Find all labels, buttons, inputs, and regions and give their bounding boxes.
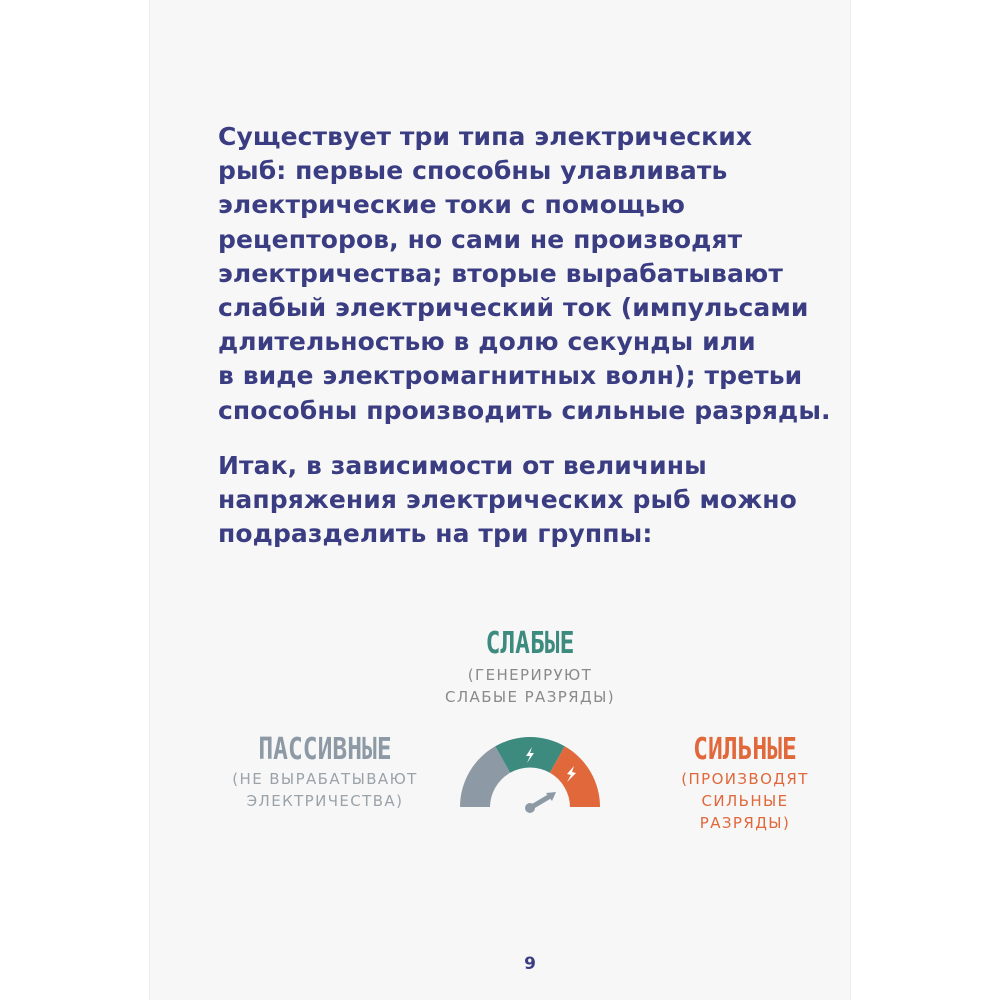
text-line: слабый электрический ток (импульсами	[218, 293, 809, 323]
weak-group-description	[420, 664, 640, 708]
strong-group-title: СИЛЬНЫЕ	[693, 732, 797, 767]
desc-line: РАЗРЯДЫ)	[699, 814, 791, 832]
strong-group-description	[655, 768, 835, 834]
text-line: длительностью в долю секунды или	[218, 327, 756, 357]
desc-line: ЭЛЕКТРИЧЕСТВА)	[246, 792, 404, 810]
text-line: Существует три типа электрических	[218, 122, 753, 151]
text-line: подразделить на три группы:	[218, 519, 653, 549]
text-line: рецепторов, но сами не производят	[218, 224, 743, 254]
desc-line: (ПРОИЗВОДЯТ	[681, 770, 809, 788]
groups-intro-paragraph	[218, 449, 858, 552]
passive-group-title: ПАССИВНЫЕ	[258, 732, 392, 767]
desc-line: СЛАБЫЕ РАЗРЯДЫ)	[445, 688, 615, 706]
text-line: способны производить сильные разряды.	[218, 395, 831, 425]
text-line: напряжения электрических рыб можно	[218, 485, 797, 515]
desc-line: (НЕ ВЫРАБАТЫВАЮТ	[232, 770, 418, 788]
desc-line: (ГЕНЕРИРУЮТ	[467, 666, 593, 684]
voltage-gauge	[455, 732, 605, 824]
text-line: Итак, в зависимости от величины	[218, 451, 707, 480]
text-line: электрические токи с помощью	[218, 190, 686, 220]
text-line: электричества; вторые вырабатывают	[218, 258, 783, 288]
page-number: 9	[524, 954, 536, 974]
desc-line: СИЛЬНЫЕ	[701, 792, 789, 810]
passive-group-description	[195, 768, 455, 812]
weak-group-title: СЛАБЫЕ	[485, 626, 575, 661]
text-line: в виде электромагнитных волн); третьи	[218, 361, 803, 391]
text-line: рыб: первые способны улавливать	[218, 156, 728, 186]
intro-paragraph	[218, 120, 858, 428]
gauge-needle	[525, 792, 556, 813]
